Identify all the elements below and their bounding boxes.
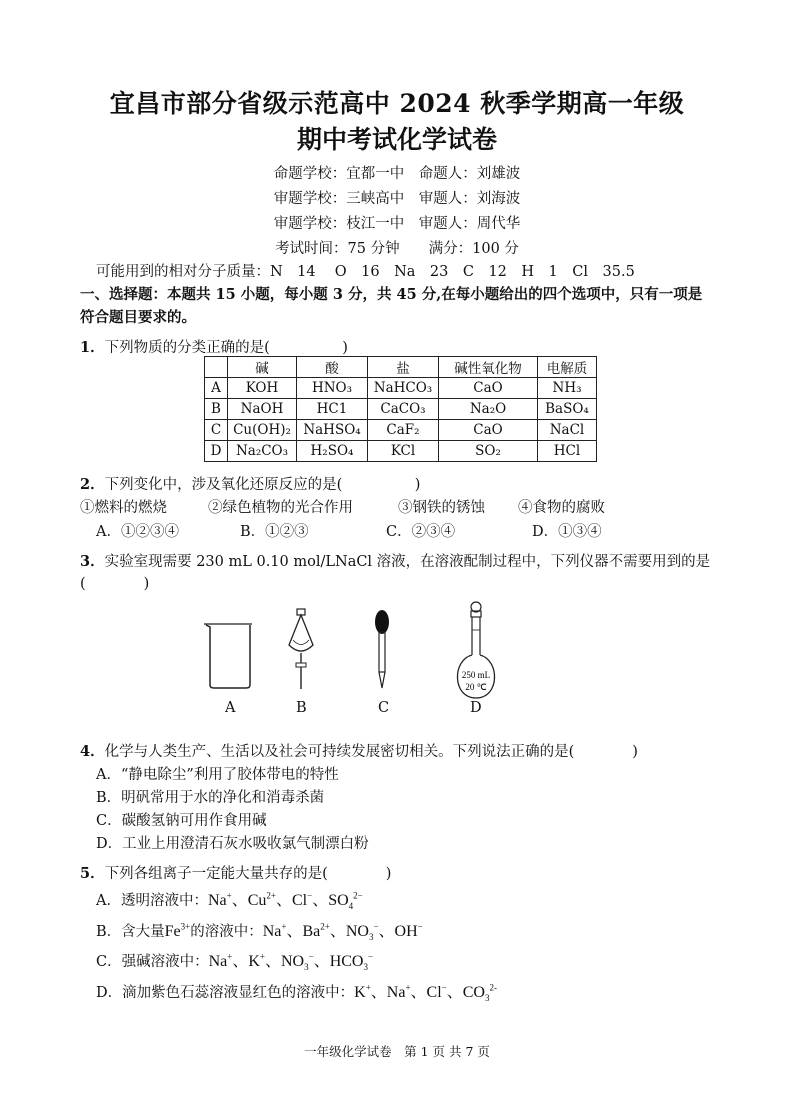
table-cell: Na₂CO₃ <box>228 441 297 462</box>
q5-option-b <box>96 918 423 942</box>
exam-title-line2: 期中考试化学试卷 <box>296 125 497 154</box>
table-cell: NaCl <box>538 420 597 441</box>
q2-item-4: ④食物的腐败 <box>518 500 605 516</box>
table-cell: SO₂ <box>439 441 538 462</box>
table-row <box>205 399 597 420</box>
table-cell: KOH <box>228 378 297 399</box>
page-footer: 一年级化学试卷 第 1 页 共 7 页 <box>304 1044 490 1059</box>
q4-option-d: D．工业上用澄清石灰水吸收氯气制漂白粉 <box>96 836 369 852</box>
classification-table <box>204 356 597 462</box>
q2-option-c: C．②③④ <box>386 524 456 540</box>
question-1 <box>80 336 348 357</box>
table-row <box>205 441 597 462</box>
ion-list: Na+、K+、$NO_3^-$、$HCO_3^-$ <box>208 951 374 973</box>
table-cell: CaF₂ <box>368 420 439 441</box>
exam-title-line1: 宜昌市部分省级示范高中 2024 秋季学期高一年级 <box>109 89 685 118</box>
question-text: 化学与人类生产、生活以及社会可持续发展密切相关。下列说法正确的是( ) <box>104 744 638 760</box>
table-header: 碱性氧化物 <box>439 357 538 378</box>
relative-masses: 可能用到的相对分子质量：N 14 O 16 Na 23 C 12 H 1 Cl 35.5 <box>96 264 635 280</box>
table-cell: CaCO₃ <box>368 399 439 420</box>
ion-fe: $Fe^{3+}$ <box>164 921 191 940</box>
question-text: 下列变化中，涉及氧化还原反应的是( ) <box>104 477 421 493</box>
q5-option-c <box>96 948 373 972</box>
table-cell: NH₃ <box>538 378 597 399</box>
table-header: 酸 <box>297 357 368 378</box>
question-number: 4． <box>80 743 105 760</box>
table-cell: H₂SO₄ <box>297 441 368 462</box>
question-5 <box>80 862 391 883</box>
table-cell: HCl <box>538 441 597 462</box>
table-header: 碱 <box>228 357 297 378</box>
section-heading-cont: 符合题目要求的。 <box>80 309 196 326</box>
question-number: 1． <box>80 339 105 356</box>
table-header-row <box>205 357 597 378</box>
apparatus-label-a: A <box>225 700 236 716</box>
ion-list: Na+、$Ba^{2+}$、$NO_3^-$、OH− <box>262 921 423 943</box>
apparatus-label-b: B <box>296 700 307 716</box>
question-3 <box>80 550 710 571</box>
question-number: 3． <box>80 553 105 570</box>
question-text: 实验室现需要 230 mL 0.10 mol/LNaCl 溶液，在溶液配制过程中，下列仪器不需要用到的是 <box>104 554 711 570</box>
table-cell: Na₂O <box>439 399 538 420</box>
question-4 <box>80 740 638 761</box>
q5-option-d <box>96 979 497 1003</box>
table-cell: BaSO₄ <box>538 399 597 420</box>
table-cell: D <box>205 441 228 462</box>
q5-option-a <box>96 887 363 911</box>
table-row <box>205 420 597 441</box>
table-cell: B <box>205 399 228 420</box>
table-cell: C <box>205 420 228 441</box>
question-2 <box>80 473 420 494</box>
flask-temperature: 20 ℃ <box>465 682 487 692</box>
q2-item-3: ③钢铁的锈蚀 <box>398 500 485 516</box>
question-text: 下列各组离子一定能大量共存的是( ) <box>104 866 392 882</box>
table-cell: NaHCO₃ <box>368 378 439 399</box>
option-prefix: A．透明溶液中： <box>96 893 208 909</box>
table-cell: Cu(OH)₂ <box>228 420 297 441</box>
meta-line-4: 考试时间：75 分钟 满分：100 分 <box>275 241 519 257</box>
flask-capacity: 250 mL <box>461 670 491 680</box>
separatory-funnel-icon <box>283 607 319 691</box>
q2-option-b: B．①②③ <box>240 524 309 540</box>
q2-item-1: ①燃料的燃烧 <box>80 500 167 516</box>
question-3-paren: ( ) <box>80 576 150 592</box>
table-cell: CaO <box>439 378 538 399</box>
table-cell: HC1 <box>297 399 368 420</box>
option-prefix: C．强碱溶液中： <box>96 954 209 970</box>
meta-line-2: 审题学校：三峡高中 审题人：刘海波 <box>273 191 521 207</box>
table-cell: A <box>205 378 228 399</box>
section-heading: 一、选择题：本题共 15 小题，每小题 3 分，共 45 分,在每小题给出的四个选项中，只有一项是 <box>80 286 703 303</box>
apparatus-label-d: D <box>470 700 482 716</box>
option-prefix: D．滴加紫色石蕊溶液显红色的溶液中： <box>96 985 355 1001</box>
q4-option-c: C．碳酸氢钠可用作食用碱 <box>96 813 267 829</box>
beaker-icon <box>200 615 260 690</box>
table-cell: CaO <box>439 420 538 441</box>
table-cell: NaHSO₄ <box>297 420 368 441</box>
ion-list: Na+、$Cu^{2+}$、Cl−、$SO_4^{2-}$ <box>207 890 363 912</box>
meta-line-1: 命题学校：宜都一中 命题人：刘雄波 <box>273 166 521 182</box>
apparatus-label-c: C <box>378 700 390 716</box>
option-prefix: B．含大量 <box>96 924 165 940</box>
table-cell: HNO₃ <box>297 378 368 399</box>
dropper-icon <box>371 608 393 690</box>
table-row <box>205 378 597 399</box>
q4-option-b: B．明矾常用于水的净化和消毒杀菌 <box>96 790 325 806</box>
question-number: 2． <box>80 476 105 493</box>
table-header: 盐 <box>368 357 439 378</box>
question-number: 5． <box>80 865 105 882</box>
q4-option-a: A．“静电除尘”利用了胶体带电的特性 <box>96 767 339 783</box>
table-header <box>205 357 228 378</box>
volumetric-flask-icon <box>448 600 504 702</box>
q2-item-2: ②绿色植物的光合作用 <box>208 500 353 516</box>
table-header: 电解质 <box>538 357 597 378</box>
q2-option-a: A．①②③④ <box>96 524 179 540</box>
table-cell: KCl <box>368 441 439 462</box>
table-cell: NaOH <box>228 399 297 420</box>
q2-option-d: D．①③④ <box>532 524 602 540</box>
meta-line-3: 审题学校：枝江一中 审题人：周代华 <box>273 216 521 232</box>
ion-list: K+、Na+、Cl−、$CO_3^{2-}$ <box>354 982 497 1004</box>
option-mid: 的溶液中： <box>190 924 263 940</box>
question-text: 下列物质的分类正确的是( ) <box>104 340 348 356</box>
